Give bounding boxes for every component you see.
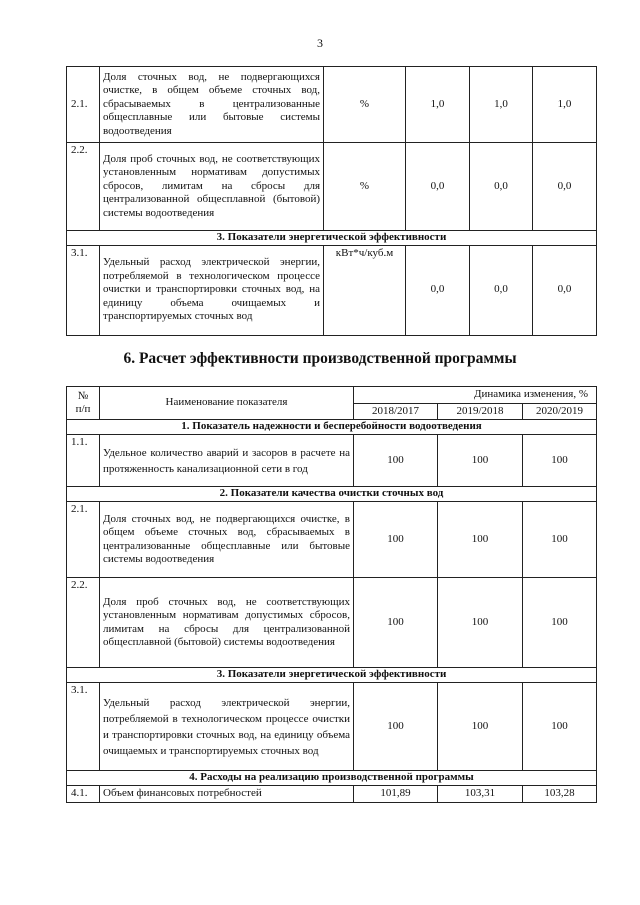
value: 103,31 bbox=[438, 786, 523, 803]
year-column: 2018/2017 bbox=[354, 403, 438, 420]
unit: кВт*ч/куб.м bbox=[324, 245, 406, 335]
year-column: 2019/2018 bbox=[438, 403, 523, 420]
section-title: 1. Показатель надежности и бесперебойности водоотведения bbox=[67, 420, 597, 435]
value: 0,0 bbox=[533, 143, 597, 231]
value: 1,0 bbox=[533, 67, 597, 143]
indicator-name: Удельное количество аварий и засоров в расчете на протяженность канализационной сети в год bbox=[100, 435, 354, 487]
section-title: 2. Показатели качества очистки сточных вод bbox=[67, 487, 597, 502]
value: 100 bbox=[438, 502, 523, 578]
section-row bbox=[67, 487, 597, 502]
efficiency-table bbox=[66, 386, 597, 803]
indicator-name: Объем финансовых потребностей bbox=[100, 786, 354, 803]
table-row bbox=[67, 578, 597, 668]
indicator-name: Доля сточных вод, не подвергающихся очистке, в общем объеме сточных вод, сбрасываемых в централизованные общесплавные или бытовые системы водоотведения bbox=[100, 502, 354, 578]
table-row bbox=[67, 435, 597, 487]
value: 100 bbox=[438, 683, 523, 771]
table-row bbox=[67, 143, 597, 231]
section-row bbox=[67, 771, 597, 786]
row-index: 1.1. bbox=[67, 435, 100, 487]
year-column: 2020/2019 bbox=[523, 403, 597, 420]
header-dynamics: Динамика изменения, % bbox=[354, 387, 597, 404]
section-row bbox=[67, 668, 597, 683]
value: 1,0 bbox=[470, 67, 533, 143]
value: 0,0 bbox=[406, 143, 470, 231]
header-row bbox=[67, 387, 597, 404]
indicator-name: Удельный расход электрической энергии, потребляемой в технологическом процессе очистки и транспортировки сточных вод, на единицу объема очищаемых и транспортируемых сточных вод bbox=[100, 245, 324, 335]
value: 100 bbox=[438, 578, 523, 668]
unit: % bbox=[324, 143, 406, 231]
value: 103,28 bbox=[523, 786, 597, 803]
indicators-table-continued bbox=[66, 66, 597, 336]
unit: % bbox=[324, 67, 406, 143]
page-number: 3 bbox=[317, 36, 323, 50]
value: 1,0 bbox=[406, 67, 470, 143]
section-row bbox=[67, 231, 597, 246]
value: 100 bbox=[354, 435, 438, 487]
section-title: 3. Показатели энергетической эффективности bbox=[67, 668, 597, 683]
value: 100 bbox=[523, 435, 597, 487]
row-index: 2.1. bbox=[67, 502, 100, 578]
value: 0,0 bbox=[470, 143, 533, 231]
table-row bbox=[67, 245, 597, 335]
value: 100 bbox=[354, 683, 438, 771]
value: 100 bbox=[523, 578, 597, 668]
row-index: 2.1. bbox=[67, 67, 100, 143]
value: 100 bbox=[354, 578, 438, 668]
indicator-name: Удельный расход электрической энергии, потребляемой в технологическом процессе очистки и транспортировки сточных вод, на единицу объема очищаемых и транспортируемых сточных вод bbox=[100, 683, 354, 771]
value: 100 bbox=[523, 502, 597, 578]
value: 100 bbox=[438, 435, 523, 487]
value: 101,89 bbox=[354, 786, 438, 803]
row-index: 4.1. bbox=[67, 786, 100, 803]
value: 100 bbox=[523, 683, 597, 771]
table-row bbox=[67, 683, 597, 771]
row-index: 2.2. bbox=[67, 143, 100, 231]
section-title: 4. Расходы на реализацию производственной программы bbox=[67, 771, 597, 786]
table-row bbox=[67, 67, 597, 143]
value: 0,0 bbox=[406, 245, 470, 335]
row-index: 3.1. bbox=[67, 683, 100, 771]
section-title: 3. Показатели энергетической эффективности bbox=[67, 231, 597, 246]
value: 100 bbox=[354, 502, 438, 578]
header-number-line2: п/п bbox=[75, 403, 91, 415]
indicator-name: Доля проб сточных вод, не соответствующих установленным нормативам допустимых сбросов, лимитам на сбросы для централизованной общесплавной (бытовой) системы водоотведения bbox=[100, 578, 354, 668]
table-row bbox=[67, 786, 597, 803]
indicator-name: Доля сточных вод, не подвергающихся очистке, в общем объеме сточных вод, сбрасываемых в централизованные общесплавные или бытовые системы водоотведения bbox=[100, 67, 324, 143]
table-row bbox=[67, 502, 597, 578]
section-row bbox=[67, 420, 597, 435]
row-index: 3.1. bbox=[67, 245, 100, 335]
indicator-name: Доля проб сточных вод, не соответствующих установленным нормативам допустимых сбросов, лимитам на сбросы для централизованной общесплавной (бытовой) системы водоотведения bbox=[100, 143, 324, 231]
header-name: Наименование показателя bbox=[100, 387, 354, 420]
value: 0,0 bbox=[470, 245, 533, 335]
value: 0,0 bbox=[533, 245, 597, 335]
header-number-line1: № bbox=[77, 389, 89, 402]
section-heading: 6. Расчет эффективности производственной программы bbox=[123, 350, 517, 367]
row-index: 2.2. bbox=[67, 578, 100, 668]
header-number bbox=[67, 387, 100, 420]
